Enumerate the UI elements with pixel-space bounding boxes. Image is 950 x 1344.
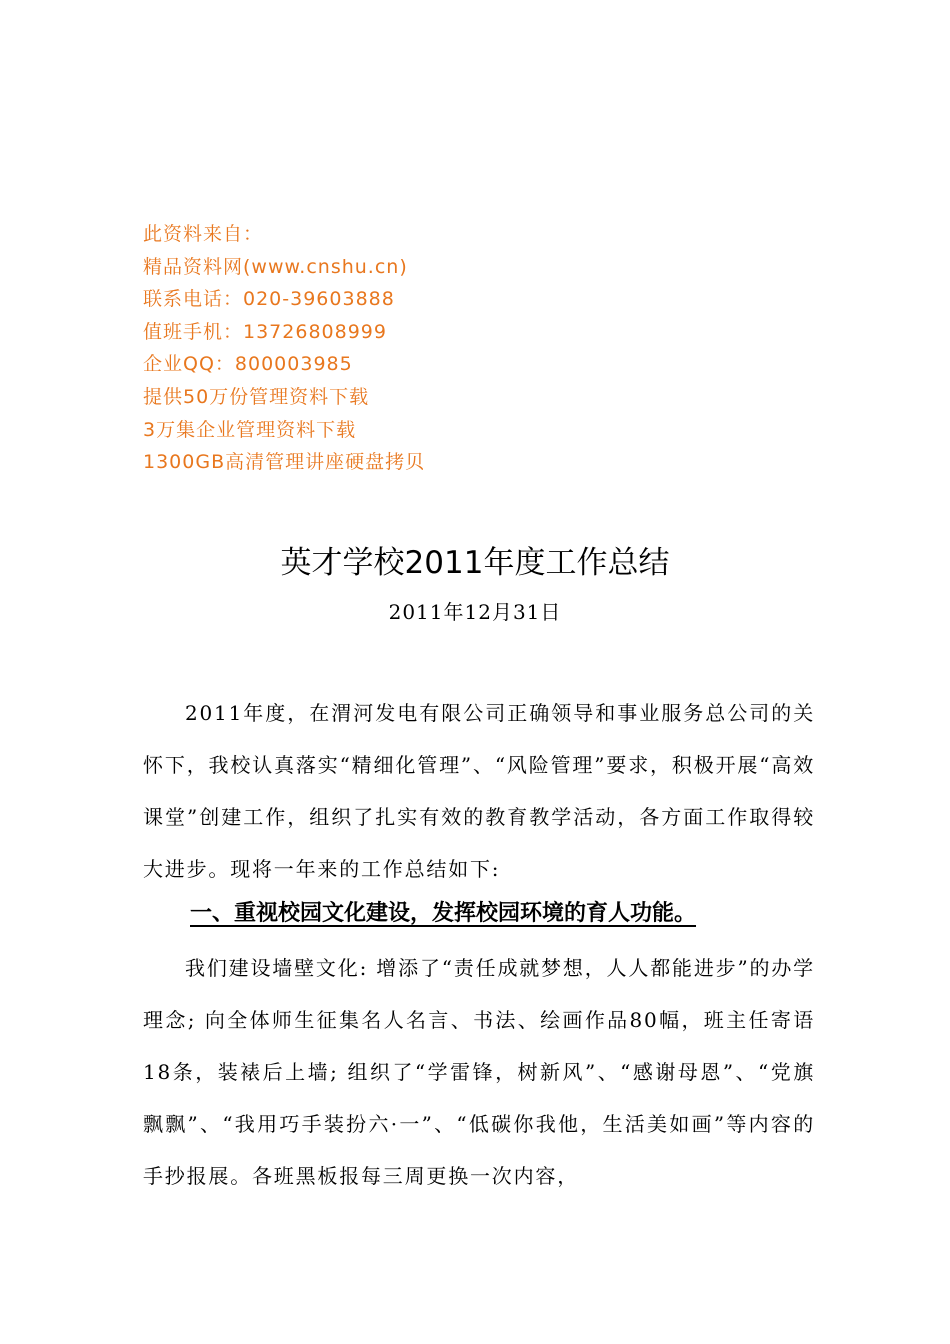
section-heading-1: 一、重视校园文化建设，发挥校园环境的育人功能。 [190, 900, 697, 926]
source-line-qq: 企业QQ：800003985 [143, 353, 353, 376]
source-line-offer-3: 1300GB高清管理讲座硬盘拷贝 [143, 451, 426, 474]
source-line-offer-2: 3万集企业管理资料下载 [143, 418, 357, 441]
section-1-paragraph: 我们建设墙壁文化: 增添了“责任成就梦想，人人都能进步”的办学理念; 向全体师生征集名人名言、书法、绘画作品80幅，班主任寄语18条，装裱后上墙; 组织了“学雷锋，树新风”、“感谢母恩”、“党旗飘飘”、“我用巧手装扮六·一”、“低碳你我他，生活美如画”等内容的手抄报展。各班黑板报每三周更换一次内容， [143, 956, 815, 1188]
source-line-website: 精品资料网(www.cnshu.cn) [143, 255, 408, 278]
source-line-mobile: 值班手机：13726808999 [143, 320, 387, 343]
source-line-offer-1: 提供50万份管理资料下载 [143, 385, 370, 408]
source-line-phone: 联系电话：020-39603888 [143, 288, 395, 311]
intro-paragraph: 2011年度，在渭河发电有限公司正确领导和事业服务总公司的关怀下，我校认真落实“精细化管理”、“风险管理”要求，积极开展“高效课堂”创建工作，组织了扎实有效的教育教学活动，各方面工作取得较大进步。现将一年来的工作总结如下: [143, 701, 815, 881]
source-line-origin: 此资料来自： [143, 223, 264, 245]
document-title: 英才学校2011年度工作总结 [280, 545, 670, 581]
source-info-block [143, 218, 663, 479]
document-date: 2011年12月31日 [388, 600, 562, 624]
